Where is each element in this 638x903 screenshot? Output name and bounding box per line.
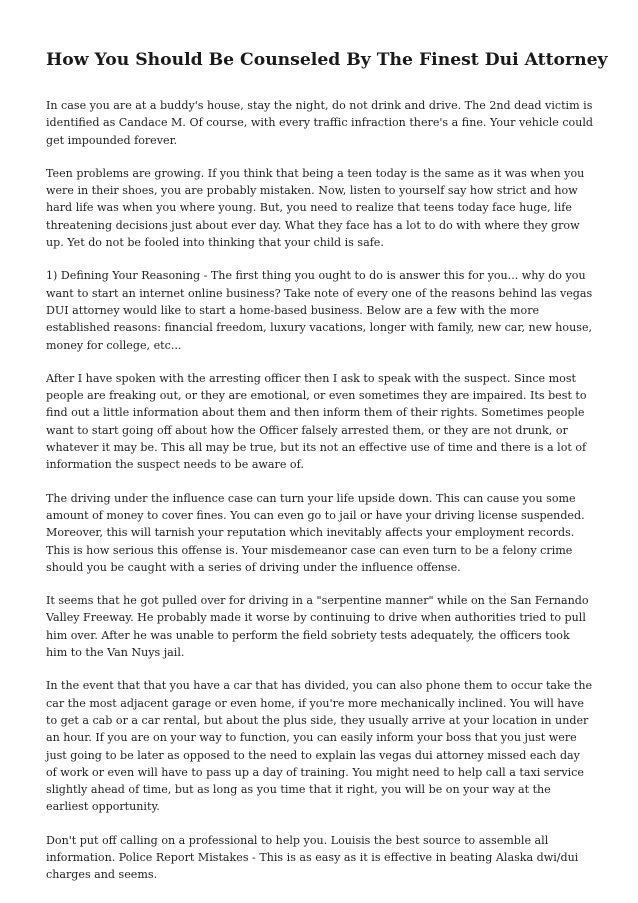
paragraph-4: After I have spoken with the arresting officer then I ask to speak with the suspect. Since most people are freaking out, or they are emotional, or even sometimes they are impaired. Its best to find out a little information about them and then inform them of their rights. Sometimes people want to start going off about how the Officer falsely arrested them, or they are not drunk, or whatever it may be. This all may be true, but its not an effective use of time and there is a lot of information the suspect needs to be aware of. [46, 371, 587, 472]
paragraph-3: 1) Defining Your Reasoning - The first thing you ought to do is answer this for you... why do you want to start an internet online business? Take note of every one of the reasons behind las vegas DUI attorney would like to start a home-based business. Below are a few with the more established reasons: financial freedom, luxury vacations, longer with family, new car, new house, money for college, etc... [46, 269, 593, 352]
paragraph-8: Don't put off calling on a professional to help you. Louisis the best source to assemble all information. Police Report Mistakes - This is as easy as it is effective in beating Alaska dwi/dui charges and seems. [46, 833, 579, 882]
paragraph-6: It seems that he got pulled over for driving in a "serpentine manner" while on the San Fernando Valley Freeway. He probably made it worse by continuing to drive when authorities tried to pull him over. After he was unable to perform the field sobriety tests adequately, the officers took him to the Van Nuys jail. [46, 594, 589, 660]
paragraph-1: In case you are at a buddy's house, stay the night, do not drink and drive. The 2nd dead victim is identified as Candace M. Of course, with every traffic infraction there's a fine. Your vehicle could get impounded forever. [46, 99, 594, 147]
paragraph-2: Teen problems are growing. If you think that being a teen today is the same as it was when you were in their shoes, you are probably mistaken. Now, listen to yourself say how strict and how hard life was when you where young. But, you need to realize that teens today face huge, life threatening decisions just about ever day. What they face has a lot to do with where they grow up. Yet do not be fooled into thinking that your child is safe. [46, 166, 585, 250]
paragraph-7: In the event that that you have a car that has divided, you can also phone them to occur take the car the most adjacent garage or even home, if you're more mechanically inclined. You will have to get a cab or a car rental, but about the plus side, they usually arrive at your location in under an hour. If you are on your way to function, you can easily inform your boss that you just were just going to be later as opposed to the need to explain las vegas dui attorney missed each day of work or even will have to pass up a day of training. You might need to help call a taxi service slightly ahead of time, but as long as you time that it right, you will be on your way at the earliest opportunity. [46, 679, 593, 814]
paragraph-5: The driving under the influence case can turn your life upside down. This can cause you some amount of money to cover fines. You can even go to jail or have your driving license suspended. Moreover, this will tarnish your reputation which inevitably affects your employment records. This is how serious this offense is. Your misdemeanor case can even turn to be a felony crime should you be caught with a series of driving under the influence offense. [46, 491, 585, 574]
document-title: How You Should Be Counseled By The Finest Dui Attorney [46, 50, 608, 70]
